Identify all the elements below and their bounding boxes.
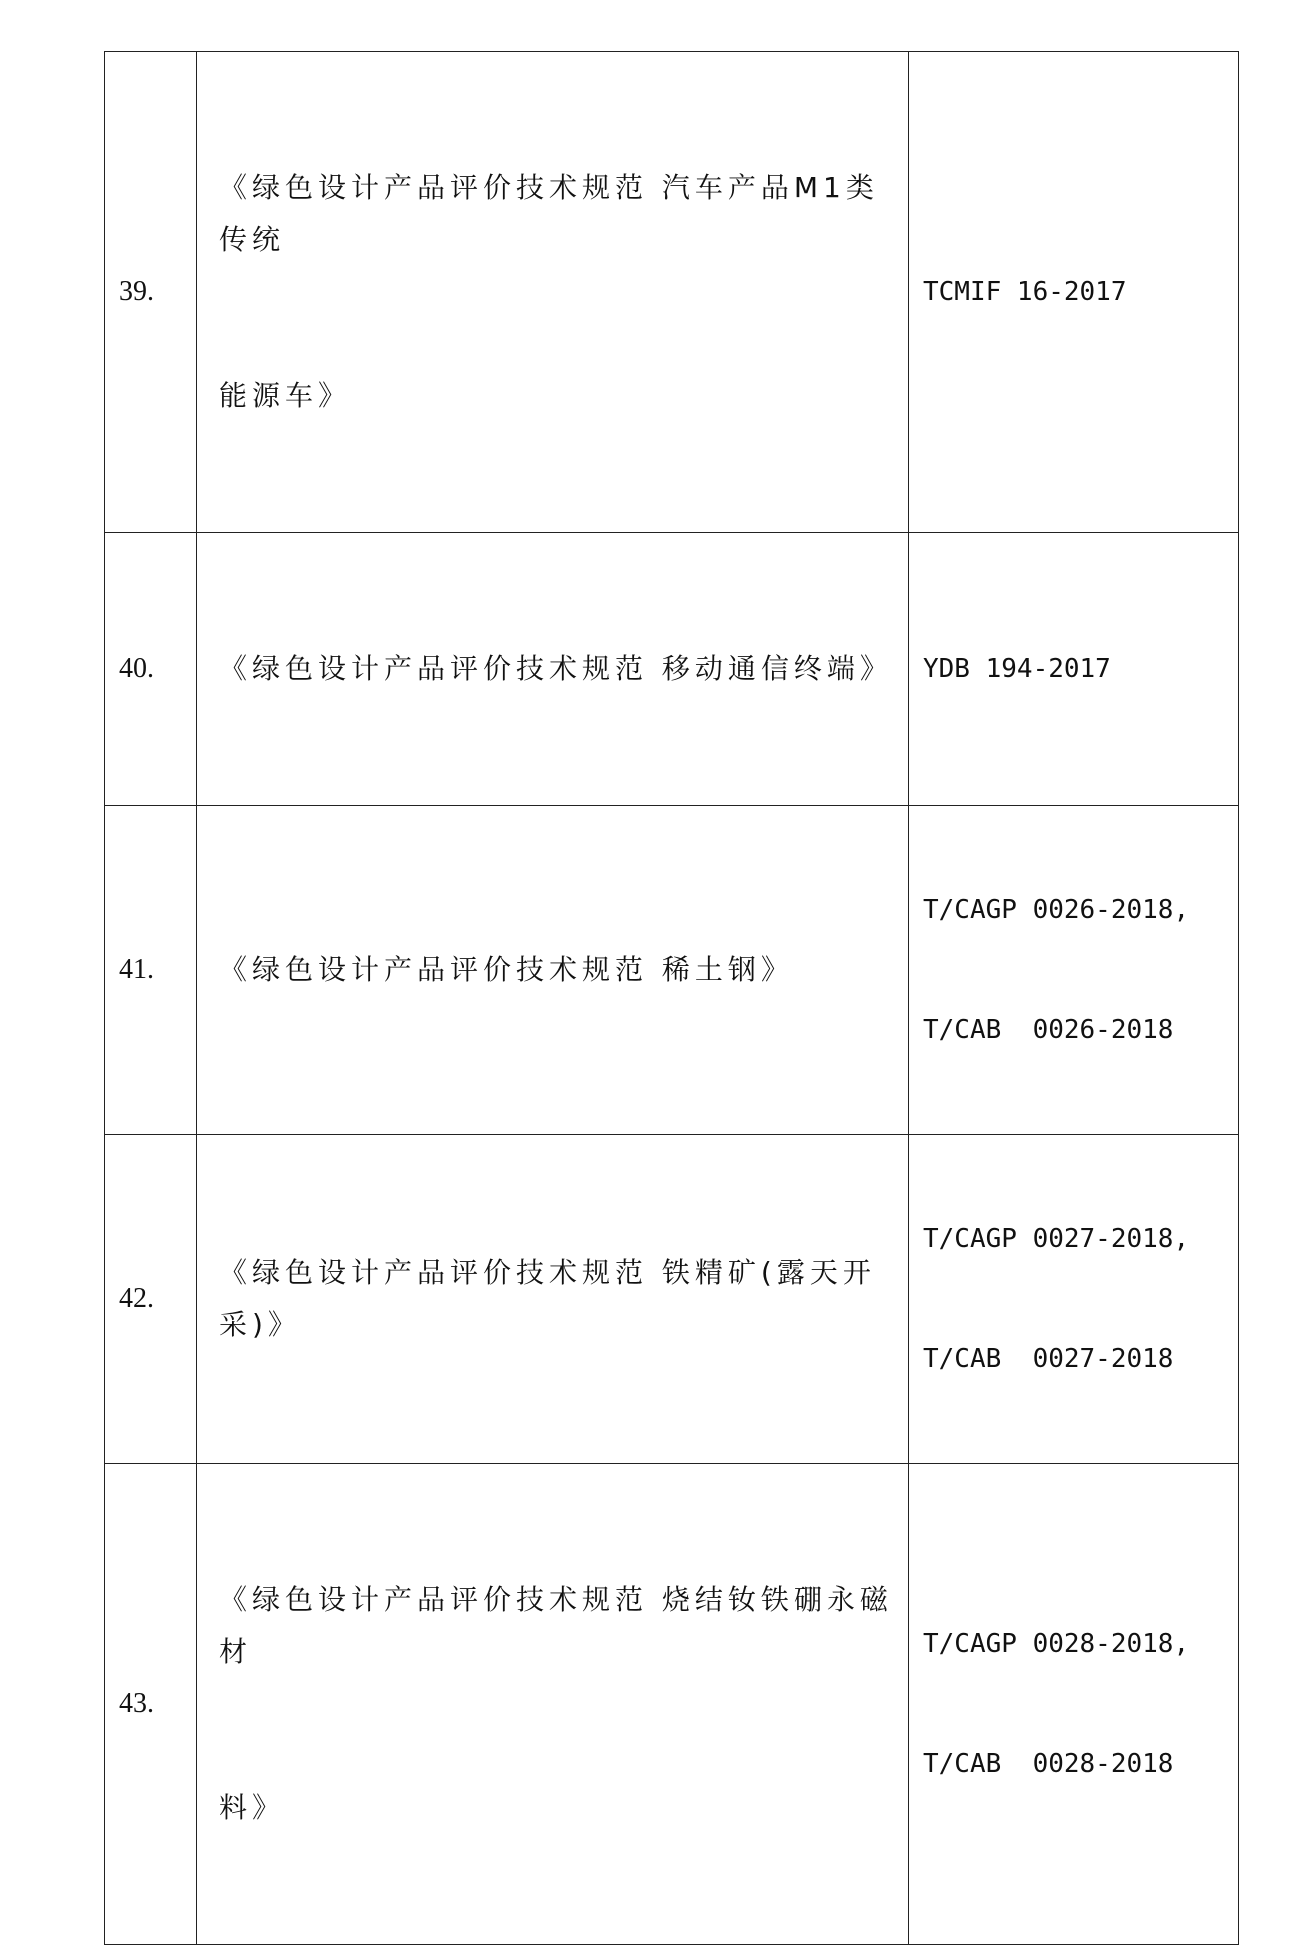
standard-code-line: T/CAGP 0028-2018,: [923, 1629, 1190, 1659]
standard-code-cell: [909, 1135, 1239, 1464]
standard-title-cell: [197, 533, 909, 806]
row-number: 43.: [105, 1464, 197, 1945]
standard-code-cell: [909, 52, 1239, 533]
standard-code-line: T/CAGP 0026-2018,: [923, 895, 1190, 925]
standards-table: [104, 51, 1239, 1945]
standard-title-cell: [197, 806, 909, 1135]
standard-title-line: 《绿色设计产品评价技术规范 移动通信终端》: [219, 652, 893, 685]
row-number: 42.: [105, 1135, 197, 1464]
row-number: 41.: [105, 806, 197, 1135]
standard-title-line: 《绿色设计产品评价技术规范 稀土钢》: [219, 953, 794, 986]
standard-code-cell: [909, 1464, 1239, 1945]
standard-title-line: 能源车》: [219, 379, 352, 412]
standard-code-cell: [909, 806, 1239, 1135]
standard-code-line: YDB 194-2017: [923, 654, 1111, 684]
table-row: [105, 52, 1239, 533]
table-row: [105, 533, 1239, 806]
standard-title-line: 《绿色设计产品评价技术规范 汽车产品M1类传统: [219, 171, 879, 256]
standard-title-cell: [197, 52, 909, 533]
table-row: [105, 806, 1239, 1135]
standard-title-line: 《绿色设计产品评价技术规范 烧结钕铁硼永磁材: [219, 1583, 893, 1668]
standard-code-line: TCMIF 16-2017: [923, 277, 1127, 307]
row-number: 40.: [105, 533, 197, 806]
standard-code-line: T/CAB 0026-2018: [923, 1015, 1174, 1045]
standard-code-line: T/CAB 0027-2018: [923, 1344, 1174, 1374]
standard-title-cell: [197, 1135, 909, 1464]
standard-title-line: 《绿色设计产品评价技术规范 铁精矿(露天开采)》: [219, 1256, 876, 1341]
row-number: 39.: [105, 52, 197, 533]
standard-code-line: T/CAGP 0027-2018,: [923, 1224, 1190, 1254]
standard-title-cell: [197, 1464, 909, 1945]
table-row: [105, 1464, 1239, 1945]
standard-code-cell: [909, 533, 1239, 806]
table-row: [105, 1135, 1239, 1464]
standard-code-line: T/CAB 0028-2018: [923, 1749, 1174, 1779]
standard-title-line: 料》: [219, 1791, 286, 1824]
